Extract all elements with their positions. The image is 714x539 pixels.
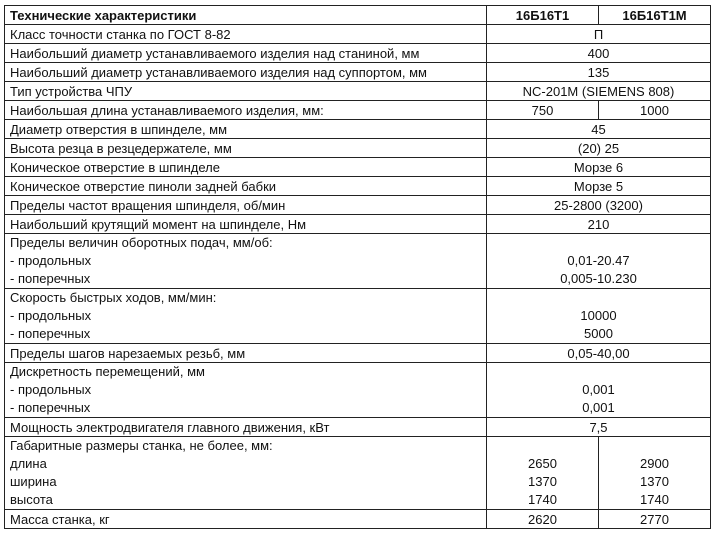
row-value-model-1: 750 <box>487 101 599 120</box>
row-value: (20) 25 <box>487 139 711 158</box>
row-sublabel: - поперечных <box>10 271 91 286</box>
row-value: 135 <box>487 63 711 82</box>
header-model-2: 16Б16Т1М <box>599 6 711 25</box>
row-value: 1740 <box>528 492 557 507</box>
row-value: Морзе 5 <box>487 177 711 196</box>
row-value: 0,001 <box>582 400 615 415</box>
table-row <box>5 289 711 344</box>
row-label: Диаметр отверстия в шпинделе, мм <box>5 120 487 139</box>
row-value: 2650 <box>528 456 557 471</box>
row-value: 0,05-40,00 <box>487 344 711 363</box>
row-sublabel: высота <box>10 492 53 507</box>
table-row <box>5 63 711 82</box>
row-label: Дискретность перемещений, мм <box>10 364 205 379</box>
row-label: Коническое отверстие пиноли задней бабки <box>5 177 487 196</box>
row-label: Габаритные размеры станка, не более, мм: <box>10 438 273 453</box>
row-label: Тип устройства ЧПУ <box>5 82 487 101</box>
table-row <box>5 177 711 196</box>
table-row <box>5 437 711 510</box>
row-label: Наибольший крутящий момент на шпинделе, Нм <box>5 215 487 234</box>
row-label: Мощность электродвигателя главного движения, кВт <box>5 418 487 437</box>
row-label: Пределы шагов нарезаемых резьб, мм <box>5 344 487 363</box>
row-value: 1370 <box>528 474 557 489</box>
table-row <box>5 344 711 363</box>
row-value: 1370 <box>640 474 669 489</box>
row-value: 5000 <box>584 326 613 341</box>
header-title: Технические характеристики <box>5 6 487 25</box>
row-sublabel: ширина <box>10 474 57 489</box>
table-row <box>5 234 711 289</box>
row-label: Масса станка, кг <box>5 510 487 529</box>
row-sublabel: - поперечных <box>10 400 91 415</box>
row-values-model-1 <box>487 437 599 510</box>
row-label: Пределы частот вращения шпинделя, об/мин <box>5 196 487 215</box>
row-label: Наибольший диаметр устанавливаемого изделия над станиной, мм <box>5 44 487 63</box>
row-label: Скорость быстрых ходов, мм/мин: <box>10 290 217 305</box>
row-label-group <box>5 363 487 418</box>
header-row <box>5 6 711 25</box>
row-sublabel: - продольных <box>10 382 92 397</box>
row-value: 2900 <box>640 456 669 471</box>
table-row <box>5 363 711 418</box>
row-label-group <box>5 234 487 289</box>
table-row <box>5 139 711 158</box>
row-label-group <box>5 437 487 510</box>
row-sublabel: - поперечных <box>10 326 91 341</box>
table-row <box>5 101 711 120</box>
row-value: 400 <box>487 44 711 63</box>
row-values-model-2 <box>599 437 711 510</box>
row-label: Высота резца в резцедержателе, мм <box>5 139 487 158</box>
row-value: Морзе 6 <box>487 158 711 177</box>
table-row <box>5 82 711 101</box>
technical-specifications-table <box>4 5 711 529</box>
row-sublabel: - продольных <box>10 308 92 323</box>
row-value: П <box>487 25 711 44</box>
row-sublabel: - продольных <box>10 253 92 268</box>
row-value: 1740 <box>640 492 669 507</box>
row-value: 0,01-20.47 <box>567 253 630 268</box>
table-row <box>5 196 711 215</box>
table-row <box>5 510 711 529</box>
table-row <box>5 44 711 63</box>
spec-table-container <box>4 5 710 529</box>
row-value: NC-201M (SIEMENS 808) <box>487 82 711 101</box>
header-model-1: 16Б16Т1 <box>487 6 599 25</box>
row-label: Наибольшая длина устанавливаемого изделия, мм: <box>5 101 487 120</box>
table-row <box>5 158 711 177</box>
row-sublabel: длина <box>10 456 47 471</box>
table-row <box>5 120 711 139</box>
row-label: Коническое отверстие в шпинделе <box>5 158 487 177</box>
row-label: Пределы величин оборотных подач, мм/об: <box>10 235 273 250</box>
row-value-model-2: 1000 <box>599 101 711 120</box>
row-value: 10000 <box>580 308 617 323</box>
row-value-model-1: 2620 <box>487 510 599 529</box>
table-row <box>5 418 711 437</box>
row-value: 0,005-10.230 <box>560 271 637 286</box>
row-label: Наибольший диаметр устанавливаемого изделия над суппортом, мм <box>5 63 487 82</box>
row-value: 7,5 <box>487 418 711 437</box>
table-row <box>5 25 711 44</box>
row-value-group <box>487 234 711 289</box>
row-value: 25-2800 (3200) <box>487 196 711 215</box>
row-label: Класс точности станка по ГОСТ 8-82 <box>5 25 487 44</box>
row-value-model-2: 2770 <box>599 510 711 529</box>
row-value-group <box>487 289 711 344</box>
row-value: 0,001 <box>582 382 615 397</box>
table-row <box>5 215 711 234</box>
row-value-group <box>487 363 711 418</box>
row-value: 210 <box>487 215 711 234</box>
row-label-group <box>5 289 487 344</box>
row-value: 45 <box>487 120 711 139</box>
